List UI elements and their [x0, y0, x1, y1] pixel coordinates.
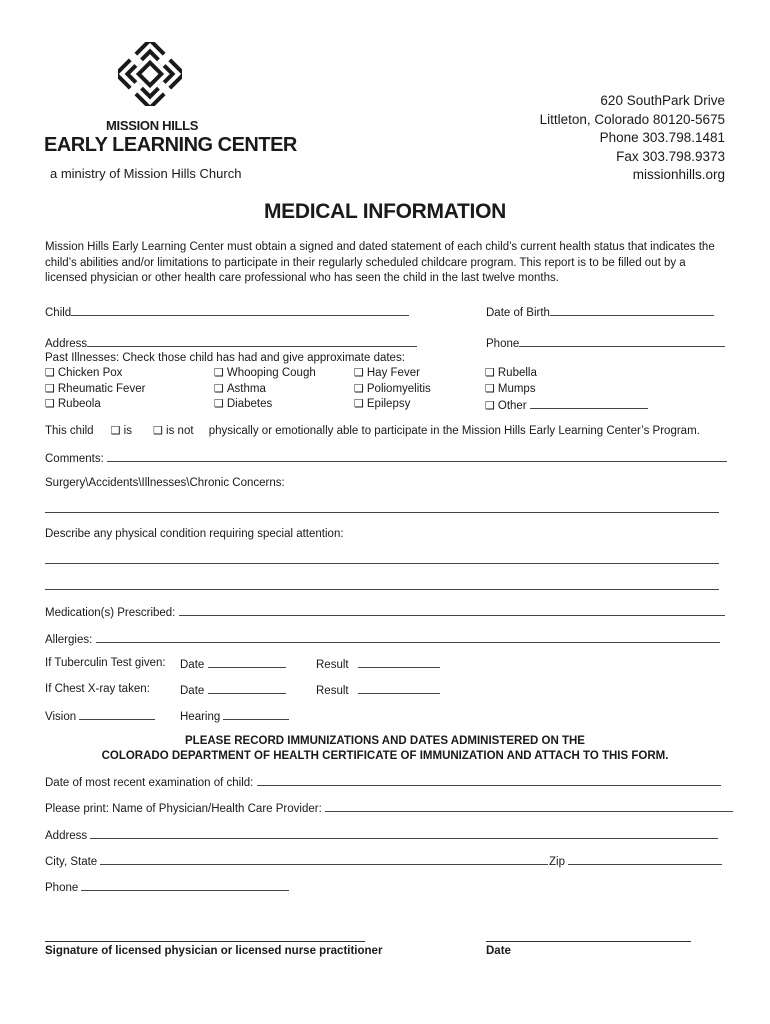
phone-label: Phone [486, 338, 520, 350]
checkbox-icon[interactable]: ❑ [45, 367, 55, 379]
comments-field[interactable] [45, 450, 727, 466]
allergies-line[interactable] [96, 631, 720, 643]
dob-line[interactable] [550, 304, 714, 316]
logo [44, 42, 297, 187]
org-address [540, 92, 725, 185]
ability-row [45, 424, 700, 438]
immunization-notice-2: COLORADO DEPARTMENT OF HEALTH CERTIFICATE OF IMMUNIZATION AND ATTACH TO THIS FORM. [101, 750, 669, 762]
physical-line-2[interactable] [45, 589, 719, 590]
ability-suffix: physically or emotionally able to participate in the Mission Hills Early Learning Center’s Program. [208, 425, 700, 437]
dob-label: Date of Birth [486, 307, 550, 319]
is-option: is [123, 425, 132, 437]
illness-col-4 [485, 366, 648, 415]
checkbox-icon[interactable]: ❑ [214, 367, 224, 379]
surgery-line[interactable] [45, 512, 719, 513]
address-label: Address [45, 338, 88, 350]
allergies-label: Allergies: [45, 634, 93, 646]
checkbox-icon[interactable]: ❑ [354, 367, 364, 379]
child-label: Child [45, 307, 72, 319]
illness-item[interactable]: ❑ Rheumatic Fever [45, 382, 145, 398]
illness-item[interactable]: ❑ Poliomyelitis [354, 382, 431, 398]
past-illnesses-label: Past Illnesses: Check those child has had and give approximate dates: [45, 352, 405, 364]
illness-item[interactable]: ❑ Mumps [485, 382, 648, 398]
illness-item[interactable]: ❑ Chicken Pox [45, 366, 145, 382]
page-title: MEDICAL INFORMATION [263, 200, 506, 223]
medication-label: Medication(s) Prescribed: [45, 607, 176, 619]
checkbox-icon[interactable]: ❑ [45, 398, 55, 410]
exam-date-field[interactable]: Date of most recent examination of child: [45, 774, 721, 790]
physical-line-1[interactable] [45, 563, 719, 564]
xray-date-line[interactable] [208, 682, 286, 694]
checkbox-icon[interactable]: ❑ [485, 367, 495, 379]
phone-line[interactable] [519, 335, 725, 347]
tb-result-field[interactable]: Result [316, 656, 440, 672]
phone-field[interactable] [486, 335, 725, 351]
checkbox-icon[interactable]: ❑ [45, 382, 55, 395]
vision-field[interactable]: Vision [45, 708, 155, 724]
xray-label: If Chest X-ray taken: [45, 683, 150, 695]
address-field[interactable] [45, 335, 417, 351]
exam-date-line[interactable] [257, 774, 721, 786]
is-not-option: is not [166, 425, 194, 437]
fax: Fax 303.798.9373 [616, 148, 725, 164]
intro-paragraph: Mission Hills Early Learning Center must obtain a signed and dated statement of each child’s current health status that indicates the child’s abilities and/or limitations to participate in their regularly scheduled childcare program. This report is to be filled out by a licensed physician or other health care professional who has seen the child in the last twelve months. [45, 241, 715, 284]
mission-hills-logo-mark-icon [118, 42, 182, 106]
xray-date-field[interactable]: Date [180, 682, 286, 698]
logo-name-line2: EARLY LEARNING CENTER [44, 134, 297, 156]
city-state-line[interactable] [100, 853, 548, 865]
logo-tagline: a ministry of Mission Hills Church [50, 166, 242, 181]
hearing-line[interactable] [223, 708, 289, 720]
comments-label: Comments: [45, 453, 104, 465]
physical-label: Describe any physical condition requiring special attention: [45, 528, 344, 540]
address-line[interactable] [87, 335, 417, 347]
tb-label: If Tuberculin Test given: [45, 657, 166, 669]
city-state-field[interactable]: City, State [45, 853, 548, 869]
illness-item[interactable]: ❑ Diabetes [214, 397, 316, 413]
logo-name-line1: MISSION HILLS [106, 118, 199, 133]
city: Littleton, Colorado 80120-5675 [539, 111, 725, 127]
tb-date-line[interactable] [208, 656, 286, 668]
physician-phone-line[interactable] [81, 879, 289, 891]
xray-result-field[interactable]: Result [316, 682, 440, 698]
checkbox-icon[interactable]: ❑ [153, 425, 164, 437]
hearing-field[interactable]: Hearing [180, 708, 289, 724]
child-field[interactable] [45, 304, 409, 320]
illness-col-1 [45, 366, 145, 413]
physician-phone-field[interactable]: Phone [45, 879, 289, 895]
checkbox-icon[interactable]: ❑ [354, 398, 364, 410]
street: 620 SouthPark Drive [600, 93, 725, 108]
dob-field[interactable] [486, 304, 714, 320]
zip-field[interactable]: Zip [549, 853, 722, 869]
signature-label: Signature of licensed physician or licensed nurse practitioner [45, 945, 383, 957]
checkbox-icon[interactable]: ❑ [485, 382, 495, 395]
zip-line[interactable] [568, 853, 722, 865]
vision-line[interactable] [79, 708, 155, 720]
illness-col-3 [354, 366, 431, 413]
physician-name-field[interactable]: Please print: Name of Physician/Health Care Provider: [45, 800, 733, 816]
sig-date-line[interactable] [486, 941, 691, 942]
illness-item[interactable]: ❑ Hay Fever [354, 366, 431, 382]
ability-prefix: This child [45, 425, 94, 437]
checkbox-icon[interactable]: ❑ [354, 382, 364, 395]
immunization-notice-1: PLEASE RECORD IMMUNIZATIONS AND DATES ADMINISTERED ON THE [185, 735, 585, 747]
illness-item[interactable]: ❑ Asthma [214, 382, 316, 398]
tb-date-field[interactable]: Date [180, 656, 286, 672]
child-line[interactable] [71, 304, 409, 316]
surgery-label: Surgery\Accidents\Illnesses\Chronic Concerns: [45, 477, 285, 489]
physician-address-field[interactable]: Address [45, 827, 718, 843]
phone: Phone 303.798.1481 [599, 130, 725, 145]
website: missionhills.org [632, 167, 725, 182]
illness-item[interactable]: ❑ Other [485, 397, 648, 415]
comments-line[interactable] [107, 450, 727, 462]
checkbox-icon[interactable]: ❑ [110, 425, 121, 437]
medication-field[interactable] [45, 604, 725, 620]
xray-result-line[interactable] [358, 682, 440, 694]
signature-line[interactable] [45, 941, 365, 942]
checkbox-icon[interactable]: ❑ [214, 382, 224, 395]
illness-item[interactable]: ❑ Rubella [485, 366, 648, 382]
checkbox-icon[interactable]: ❑ [214, 398, 224, 410]
other-line[interactable] [530, 397, 648, 409]
illness-col-2 [214, 366, 316, 413]
sig-date-label: Date [486, 945, 511, 957]
checkbox-icon[interactable]: ❑ [485, 400, 495, 412]
illness-item[interactable]: ❑ Epilepsy [354, 397, 431, 413]
physician-address-line[interactable] [90, 827, 718, 839]
physician-name-line[interactable] [325, 800, 733, 812]
allergies-field[interactable] [45, 631, 720, 647]
illness-item[interactable]: ❑ Whooping Cough [214, 366, 316, 382]
medication-line[interactable] [179, 604, 725, 616]
tb-result-line[interactable] [358, 656, 440, 668]
illness-item[interactable]: ❑ Rubeola [45, 397, 145, 413]
